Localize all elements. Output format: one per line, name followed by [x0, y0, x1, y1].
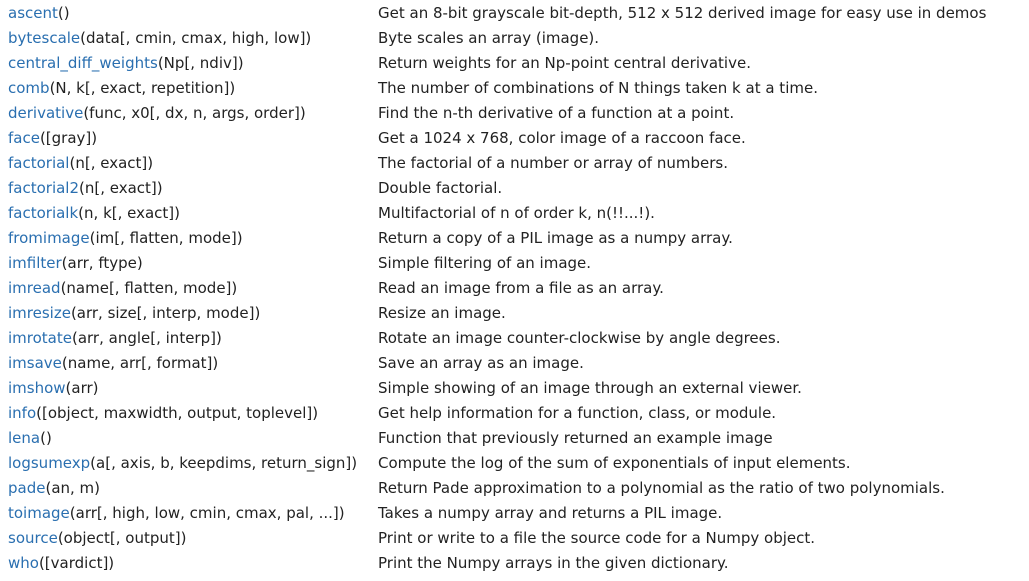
function-signature — [8, 501, 378, 526]
function-description: The factorial of a number or array of numbers. — [378, 154, 728, 172]
function-link[interactable]: face — [8, 129, 40, 147]
function-link[interactable]: pade — [8, 479, 46, 497]
function-args: (arr, angle[, interp]) — [71, 329, 222, 347]
function-signature — [8, 76, 378, 101]
function-link[interactable]: imrotate — [8, 329, 72, 347]
function-args: (N, k[, exact, repetition]) — [49, 79, 236, 97]
table-row — [8, 26, 986, 51]
function-description: The number of combinations of N things taken k at a time. — [378, 79, 818, 97]
function-description: Print the Numpy arrays in the given dictionary. — [378, 554, 729, 572]
table-row — [8, 276, 986, 301]
function-link[interactable]: imresize — [8, 304, 71, 322]
function-signature — [8, 326, 378, 351]
table-row — [8, 426, 986, 451]
function-args: () — [57, 4, 70, 22]
function-signature — [8, 301, 378, 326]
function-args: (n, k[, exact]) — [78, 204, 181, 222]
function-link[interactable]: factorialk — [8, 204, 79, 222]
function-args: () — [40, 429, 52, 447]
function-signature — [8, 226, 378, 251]
function-description: Return a copy of a PIL image as a numpy array. — [378, 229, 733, 247]
function-args: (arr[, high, low, cmin, cmax, pal, ...]) — [69, 504, 345, 522]
function-description: Read an image from a file as an array. — [378, 279, 664, 297]
function-link[interactable]: factorial2 — [8, 179, 80, 197]
function-args: (n[, exact]) — [79, 179, 163, 197]
function-description: Save an array as an image. — [378, 354, 584, 372]
function-table-body — [8, 1, 986, 576]
function-args: ([object, maxwidth, output, toplevel]) — [36, 404, 319, 422]
function-link[interactable]: imfilter — [8, 254, 62, 272]
function-description: Print or write to a file the source code for a Numpy object. — [378, 529, 816, 547]
function-description: Simple showing of an image through an external viewer. — [378, 379, 802, 397]
function-link[interactable]: imshow — [8, 379, 66, 397]
function-signature — [8, 201, 378, 226]
function-signature — [8, 176, 378, 201]
table-row — [8, 101, 986, 126]
function-args: (im[, flatten, mode]) — [89, 229, 243, 247]
table-row — [8, 251, 986, 276]
function-signature — [8, 126, 378, 151]
function-description: Compute the log of the sum of exponentials of input elements. — [378, 454, 851, 472]
table-row — [8, 326, 986, 351]
function-description: Simple filtering of an image. — [378, 254, 592, 272]
table-row — [8, 501, 986, 526]
function-signature — [8, 1, 378, 26]
function-signature — [8, 51, 378, 76]
function-link[interactable]: source — [8, 529, 58, 547]
function-signature — [8, 476, 378, 501]
function-link[interactable]: info — [8, 404, 37, 422]
table-row — [8, 551, 986, 576]
function-signature — [8, 551, 378, 576]
function-description: Return weights for an Np-point central derivative. — [378, 54, 751, 72]
function-link[interactable]: fromimage — [8, 229, 90, 247]
function-description: Byte scales an array (image). — [378, 29, 600, 47]
function-signature — [8, 351, 378, 376]
function-args: (arr, ftype) — [61, 254, 143, 272]
table-row — [8, 301, 986, 326]
function-args: (name[, flatten, mode]) — [60, 279, 238, 297]
function-args: (object[, output]) — [57, 529, 187, 547]
function-description: Get an 8-bit grayscale bit-depth, 512 x 512 derived image for easy use in demos — [378, 4, 987, 22]
function-args: (an, m) — [45, 479, 101, 497]
function-signature — [8, 426, 378, 451]
function-link[interactable]: derivative — [8, 104, 84, 122]
function-signature — [8, 101, 378, 126]
function-signature — [8, 451, 378, 476]
function-description: Function that previously returned an example image — [378, 429, 773, 447]
table-row — [8, 76, 986, 101]
function-args: (name, arr[, format]) — [61, 354, 219, 372]
function-signature — [8, 251, 378, 276]
table-row — [8, 1, 986, 26]
function-signature — [8, 276, 378, 301]
table-row — [8, 401, 986, 426]
function-args: (Np[, ndiv]) — [157, 54, 244, 72]
function-description: Rotate an image counter-clockwise by angle degrees. — [378, 329, 781, 347]
table-row — [8, 201, 986, 226]
function-link[interactable]: ascent — [8, 4, 58, 22]
function-args: (arr, size[, interp, mode]) — [70, 304, 261, 322]
function-args: (func, x0[, dx, n, args, order]) — [83, 104, 306, 122]
function-signature — [8, 401, 378, 426]
table-row — [8, 226, 986, 251]
function-link[interactable]: toimage — [8, 504, 70, 522]
table-row — [8, 526, 986, 551]
function-link[interactable]: central_diff_weights — [8, 54, 158, 72]
function-link[interactable]: factorial — [8, 154, 70, 172]
table-row — [8, 351, 986, 376]
function-signature — [8, 26, 378, 51]
function-description: Takes a numpy array and returns a PIL image. — [378, 504, 723, 522]
function-signature — [8, 151, 378, 176]
table-row — [8, 451, 986, 476]
function-link[interactable]: bytescale — [8, 29, 81, 47]
table-row — [8, 126, 986, 151]
function-reference-table — [8, 1, 986, 576]
function-description: Multifactorial of n of order k, n(!!...!). — [378, 204, 655, 222]
function-link[interactable]: comb — [8, 79, 50, 97]
function-args: ([gray]) — [39, 129, 98, 147]
function-description: Find the n-th derivative of a function at a point. — [378, 104, 735, 122]
function-args: (arr) — [65, 379, 99, 397]
function-link[interactable]: imread — [8, 279, 61, 297]
function-args: (n[, exact]) — [69, 154, 154, 172]
function-link[interactable]: imsave — [8, 354, 62, 372]
function-args: ([vardict]) — [38, 554, 115, 572]
function-description: Return Pade approximation to a polynomial as the ratio of two polynomials. — [378, 479, 945, 497]
function-args: (a[, axis, b, keepdims, return_sign]) — [90, 454, 358, 472]
table-row — [8, 151, 986, 176]
function-link[interactable]: logsumexp — [8, 454, 91, 472]
table-row — [8, 176, 986, 201]
function-link[interactable]: lena — [8, 429, 41, 447]
function-link[interactable]: who — [8, 554, 39, 572]
function-signature — [8, 376, 378, 401]
function-args: (data[, cmin, cmax, high, low]) — [80, 29, 312, 47]
table-row — [8, 51, 986, 76]
function-signature — [8, 526, 378, 551]
function-description: Get a 1024 x 768, color image of a raccoon face. — [378, 129, 746, 147]
function-description: Get help information for a function, class, or module. — [378, 404, 777, 422]
function-description: Resize an image. — [378, 304, 506, 322]
function-description: Double factorial. — [378, 179, 503, 197]
table-row — [8, 376, 986, 401]
table-row — [8, 476, 986, 501]
